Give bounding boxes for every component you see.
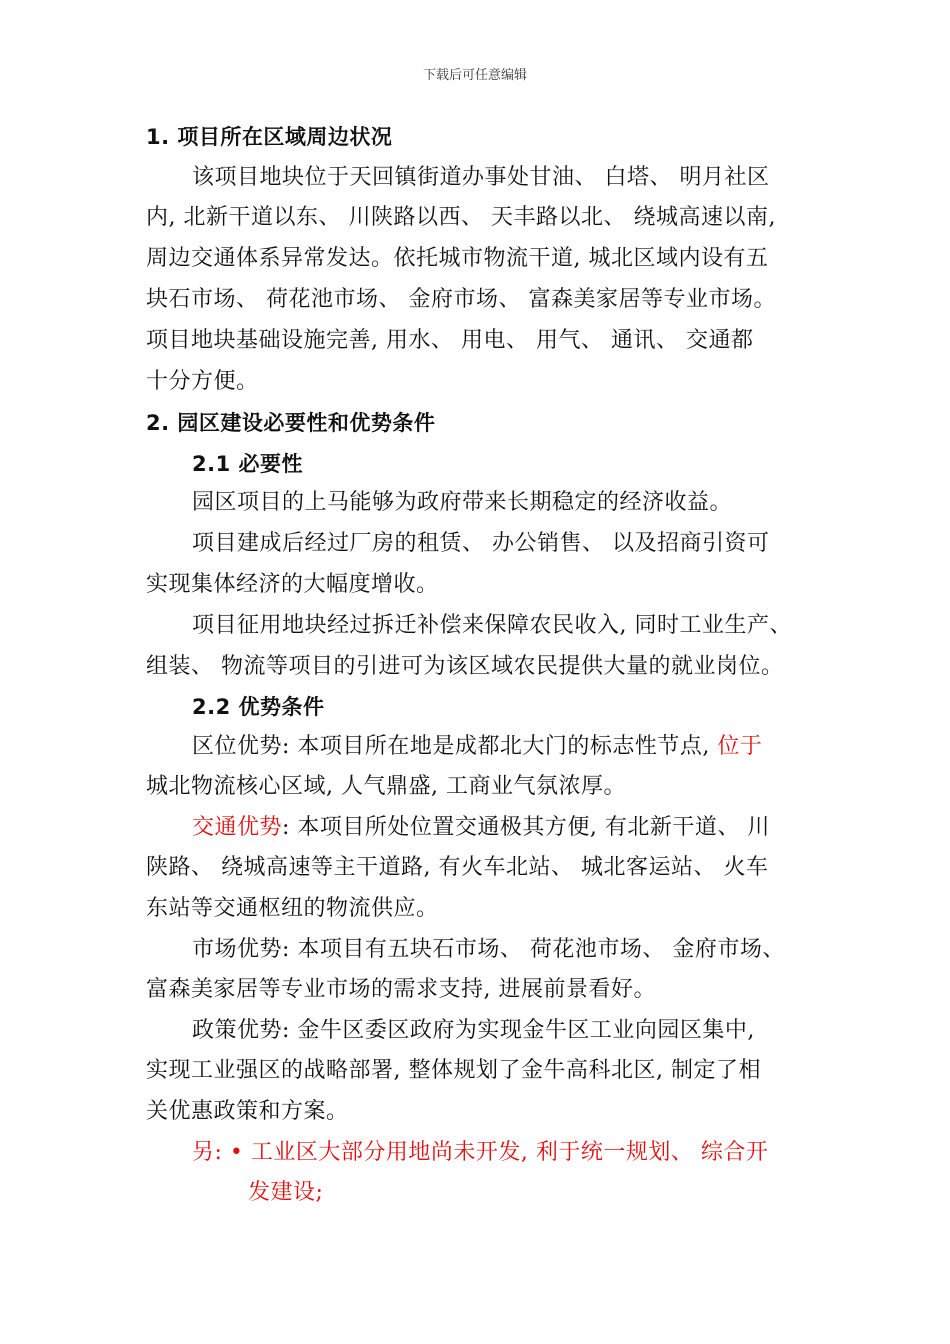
highlight-text: 位于 <box>717 734 763 759</box>
para-line: 项目建成后经过厂房的租赁、 办公销售、 以及招商引资可 <box>192 531 770 556</box>
para-line: 市场优势: 本项目有五块石市场、 荷花池市场、 金府市场、 <box>192 937 785 962</box>
other-note-line: 另: • 工业区大部分用地尚未开发, 利于统一规划、 综合开 <box>192 1140 769 1165</box>
para-line: 十分方便。 <box>146 369 259 394</box>
section-2-heading: 2. 园区建设必要性和优势条件 <box>146 411 436 435</box>
para-line: 政策优势: 金牛区委区政府为实现金牛区工业向园区集中, <box>192 1018 755 1043</box>
para-line: 关优惠政策和方案。 <box>146 1099 349 1124</box>
traffic-advantage-label: 交通优势 <box>192 815 283 840</box>
para-line: 组装、 物流等项目的引进可为该区域农民提供大量的就业岗位。 <box>146 654 784 679</box>
para-line: 实现工业强区的战略部署, 整体规划了金牛高科北区, 制定了相 <box>146 1058 761 1083</box>
para-line: 内, 北新干道以东、 川陕路以西、 天丰路以北、 绕城高速以南, <box>146 205 776 230</box>
section-1-heading: 1. 项目所在区域周边状况 <box>146 125 393 149</box>
para-line: 城北物流核心区域, 人气鼎盛, 工商业气氛浓厚。 <box>146 774 626 799</box>
para-line <box>192 732 762 762</box>
para-line: 东站等交通枢纽的物流供应。 <box>146 896 439 921</box>
traffic-advantage-text: : 本项目所处位置交通极其方便, 有北新干道、 川 <box>282 815 770 840</box>
para-line: 项目征用地块经过拆迁补偿来保障农民收入, 同时工业生产、 <box>192 613 792 638</box>
para-line: 项目地块基础设施完善, 用水、 用电、 用气、 通讯、 交通都 <box>146 328 754 353</box>
page-header: 下载后可任意编辑 <box>422 68 527 83</box>
para-line: 陕路、 绕城高速等主干道路, 有火车北站、 城北客运站、 火车 <box>146 855 769 880</box>
location-advantage-text: 区位优势: 本项目所在地是成都北大门的标志性节点, <box>192 734 718 759</box>
other-note-line: 发建设; <box>248 1180 324 1205</box>
para-line: 富森美家居等专业市场的需求支持, 进展前景看好。 <box>146 977 656 1002</box>
subsection-advantages-heading: 2.2 优势条件 <box>192 695 325 719</box>
para-line <box>192 813 770 843</box>
para-line: 该项目地块位于天回镇街道办事处甘油、 白塔、 明月社区 <box>192 165 770 190</box>
para-line: 周边交通体系异常发达。依托城市物流干道, 城北区域内设有五 <box>146 246 769 271</box>
subsection-necessity-heading: 2.1 必要性 <box>192 452 304 476</box>
para-line: 实现集体经济的大幅度增收。 <box>146 572 439 597</box>
para-line: 块石市场、 荷花池市场、 金府市场、 富森美家居等专业市场。 <box>146 287 776 312</box>
para-line: 园区项目的上马能够为政府带来长期稳定的经济收益。 <box>192 490 733 515</box>
